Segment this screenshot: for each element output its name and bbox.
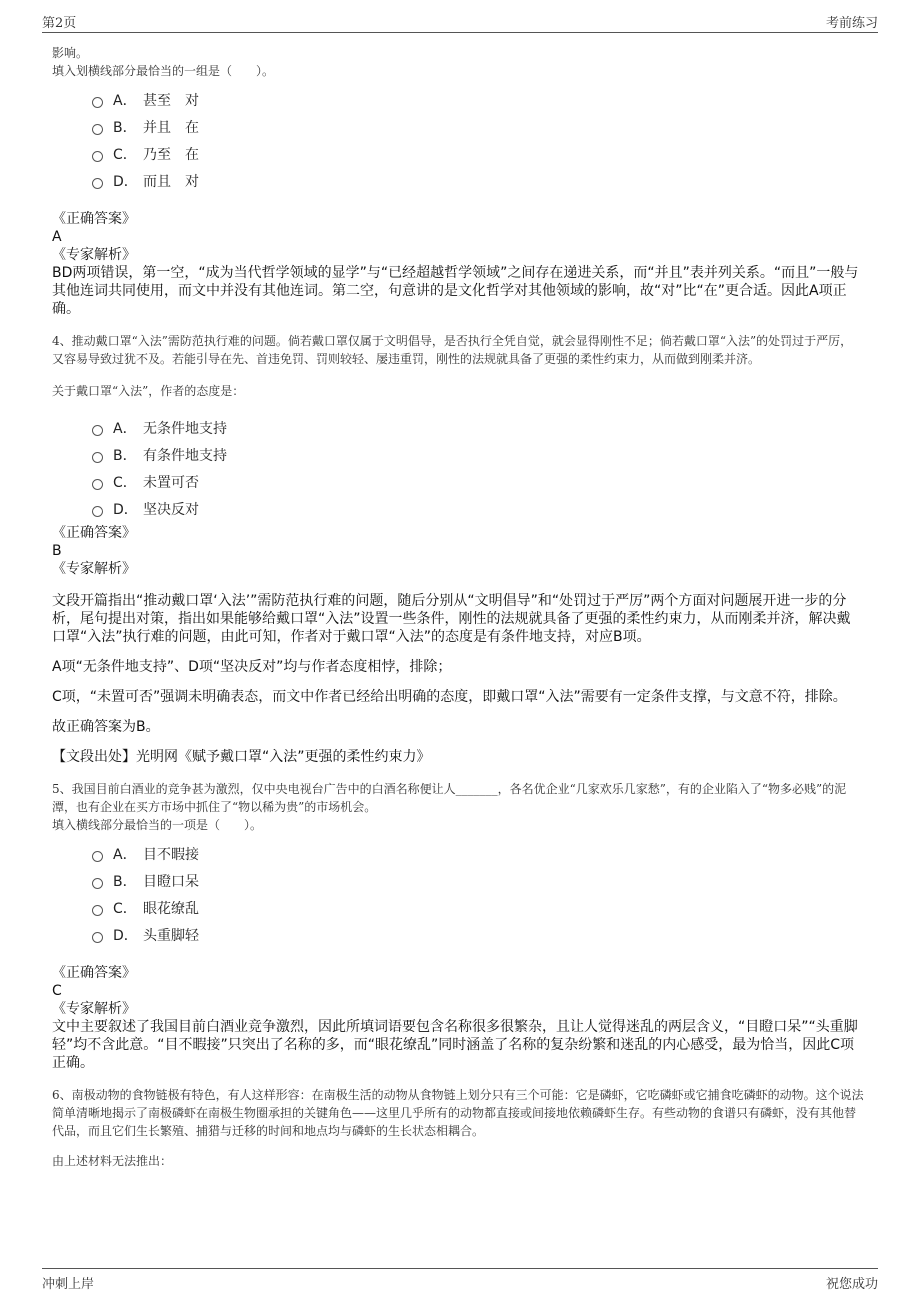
radio-icon[interactable] [92, 151, 103, 162]
radio-icon[interactable] [92, 479, 103, 490]
radio-icon[interactable] [92, 851, 103, 862]
radio-icon[interactable] [92, 178, 103, 189]
q6-prompt: 由上述材料无法推出： [52, 1154, 173, 1168]
q3-option-d[interactable]: D． 而且 对 [92, 167, 864, 194]
q4-answer: B [52, 543, 62, 559]
q5-stem: 5、我国目前白酒业的竞争甚为激烈，仅中央电视台广告中的白酒名称便让人_______，各名优企业“几家欢乐几家愁”，有的企业陷入了“物多必贱”的泥潭，也有企业在买方市场中抓住了“物以稀为贵”的市场机会。 [52, 782, 847, 814]
footer-right: 祝您成功 [825, 1277, 878, 1292]
q4-option-b[interactable]: B． 有条件地支持 [92, 441, 864, 468]
q4-stem: 4、推动戴口罩“入法”需防范执行难的问题。倘若戴口罩仅属于文明倡导，是否执行全凭自觉，就会显得刚性不足；倘若戴口罩“入法”的处罚过于严厉，又容易导致过犹不及。若能引导在先、首违免罚、罚则较轻、屡违重罚，刚性的法规就具备了更强的柔性约束力，从而做到刚柔并济。 [52, 334, 853, 366]
page-number: 第2页 [42, 16, 77, 31]
page-header [42, 12, 878, 33]
q3-answer-label: 《正确答案》 [52, 211, 136, 227]
q4-analysis-para-4: 故正确答案为B。 [52, 719, 160, 735]
document-content [52, 44, 864, 1170]
q3-stem-tail: 影响。 [52, 46, 89, 60]
q6-stem: 6、南极动物的食物链极有特色，有人这样形容：在南极生活的动物从食物链上划分只有三个可能：它是磷虾，它吃磷虾或它捕食吃磷虾的动物。这个说法简单清晰地揭示了南极磷虾在南极生物圈承担的关键角色——这里几乎所有的动物都直接或间接地依赖磷虾生存。有些动物的食谱只有磷虾，没有其他替代品，而且它们生长繁殖、捕猎与迁移的时间和地点均与磷虾的生长状态相耦合。 [52, 1088, 864, 1138]
q5-answer-label: 《正确答案》 [52, 965, 136, 981]
q5-option-c[interactable]: C． 眼花缭乱 [92, 894, 864, 921]
q4-options [92, 414, 864, 522]
q4-analysis-para-3: C项，“未置可否”强调未明确表态，而文中作者已经给出明确的态度，即戴口罩“入法”需要有一定条件支撑，与文意不符，排除。 [52, 689, 847, 705]
q5-options [92, 840, 864, 948]
q5-answer: C [52, 983, 62, 999]
q3-options [92, 86, 864, 194]
q3-analysis-label: 《专家解析》 [52, 247, 136, 263]
radio-icon[interactable] [92, 506, 103, 517]
q4-source: 【文段出处】光明网《赋予戴口罩“入法”更强的柔性约束力》 [52, 749, 431, 765]
q4-option-d[interactable]: D． 坚决反对 [92, 495, 864, 522]
footer-left: 冲刺上岸 [42, 1277, 95, 1292]
radio-icon[interactable] [92, 932, 103, 943]
radio-icon[interactable] [92, 905, 103, 916]
header-title: 考前练习 [825, 16, 878, 31]
q3-option-a[interactable]: A． 甚至 对 [92, 86, 864, 113]
q3-option-c[interactable]: C． 乃至 在 [92, 140, 864, 167]
radio-icon[interactable] [92, 124, 103, 135]
q4-analysis-para-2: A项“无条件地支持”、D项“坚决反对”均与作者态度相悖，排除； [52, 659, 452, 675]
radio-icon[interactable] [92, 452, 103, 463]
q5-option-b[interactable]: B． 目瞪口呆 [92, 867, 864, 894]
q4-analysis-label: 《专家解析》 [52, 561, 136, 577]
q5-analysis: 文中主要叙述了我国目前白酒业竞争激烈，因此所填词语要包含名称很多很繁杂，且让人觉得迷乱的两层含义，“目瞪口呆”“头重脚轻”均不含此意。“目不暇接”只突出了名称的多，而“眼花缭乱”同时涵盖了名称的复杂纷繁和迷乱的内心感受，最为恰当，因此C项正确。 [52, 1019, 858, 1071]
q4-answer-label: 《正确答案》 [52, 525, 136, 541]
q5-prompt: 填入横线部分最恰当的一项是（ ）。 [52, 818, 263, 832]
q3-option-b[interactable]: B． 并且 在 [92, 113, 864, 140]
q3-analysis: BD两项错误，第一空，“成为当代哲学领域的显学”与“已经超越哲学领域”之间存在递进关系，而“并且”表并列关系。“而且”一般与其他连词共同使用，而文中并没有其他连词。第二空，句意讲的是文化哲学对其他领域的影响，故“对”比“在”更合适。因此A项正确。 [52, 265, 859, 317]
q5-option-d[interactable]: D． 头重脚轻 [92, 921, 864, 948]
q4-option-c[interactable]: C． 未置可否 [92, 468, 864, 495]
radio-icon[interactable] [92, 878, 103, 889]
radio-icon[interactable] [92, 425, 103, 436]
q5-option-a[interactable]: A． 目不暇接 [92, 840, 864, 867]
q4-prompt: 关于戴口罩“入法”，作者的态度是： [52, 384, 245, 398]
q4-option-a[interactable]: A． 无条件地支持 [92, 414, 864, 441]
q4-analysis-para-1: 文段开篇指出“推动戴口罩‘入法’”需防范执行难的问题，随后分别从“文明倡导”和“处罚过于严厉”两个方面对问题展开进一步的分析，尾句提出对策，指出如果能够给戴口罩“入法”设置一些条件，刚性的法规就具备了更强的柔性约束力，从而刚柔并济，解决戴口罩“入法”执行难的问题，由此可知，作者对于戴口罩“入法”的态度是有条件地支持，对应B项。 [52, 593, 851, 645]
radio-icon[interactable] [92, 97, 103, 108]
q5-analysis-label: 《专家解析》 [52, 1001, 136, 1017]
q3-answer: A [52, 229, 62, 245]
page-footer [42, 1268, 878, 1293]
q3-prompt: 填入划横线部分最恰当的一组是（ ）。 [52, 64, 275, 78]
